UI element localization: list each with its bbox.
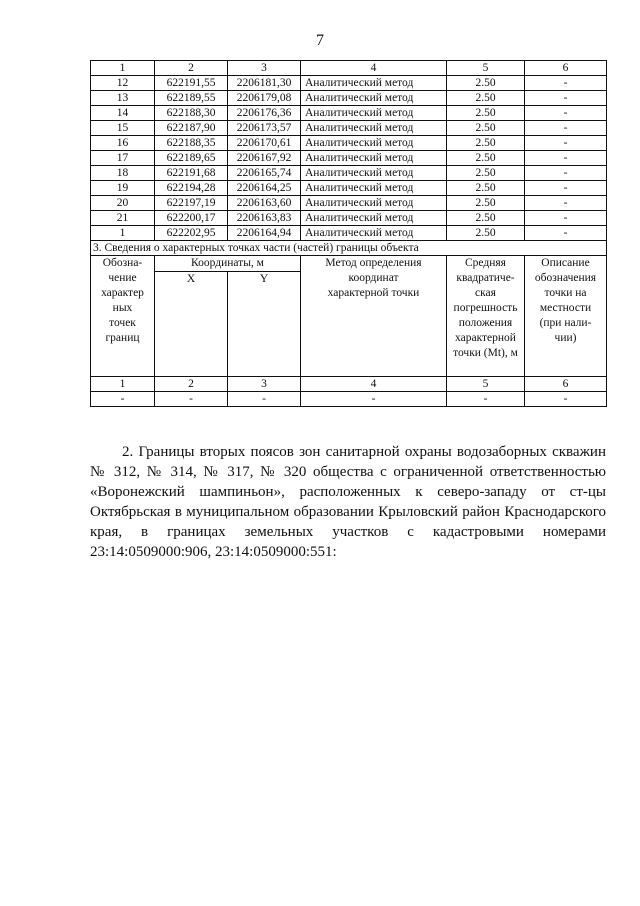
col-number: 5 (447, 61, 525, 76)
point-number-cell: 12 (91, 76, 155, 91)
col-number: 6 (525, 61, 607, 76)
coord-x-cell: 622191,68 (155, 166, 228, 181)
empty-cell: - (525, 392, 607, 407)
mean-error-cell: 2.50 (447, 181, 525, 196)
method-cell: Аналитический метод (301, 211, 447, 226)
coord-x-cell: 622200,17 (155, 211, 228, 226)
mean-error-cell: 2.50 (447, 121, 525, 136)
coord-x-cell: 622189,55 (155, 91, 228, 106)
description-cell: - (525, 121, 607, 136)
empty-cell: - (91, 392, 155, 407)
table-row (91, 136, 607, 151)
method-cell: Аналитический метод (301, 121, 447, 136)
coord-y-cell: 2206165,74 (228, 166, 301, 181)
coord-y-cell: 2206163,60 (228, 196, 301, 211)
col-number: 3 (228, 377, 301, 392)
column-number-row (91, 61, 607, 76)
description-cell: - (525, 211, 607, 226)
table-row (91, 151, 607, 166)
empty-cell: - (228, 392, 301, 407)
method-cell: Аналитический метод (301, 226, 447, 241)
header-point-designation: Обозна- чение характер ных точек границ (91, 256, 155, 377)
column-number-row-2 (91, 377, 607, 392)
col-number: 6 (525, 377, 607, 392)
table-row (91, 211, 607, 226)
table-row (91, 106, 607, 121)
empty-cell: - (155, 392, 228, 407)
coord-y-cell: 2206163,83 (228, 211, 301, 226)
method-cell: Аналитический метод (301, 91, 447, 106)
coord-y-cell: 2206167,92 (228, 151, 301, 166)
description-cell: - (525, 166, 607, 181)
col-number: 1 (91, 377, 155, 392)
method-cell: Аналитический метод (301, 181, 447, 196)
description-cell: - (525, 136, 607, 151)
table-row (91, 181, 607, 196)
mean-error-cell: 2.50 (447, 226, 525, 241)
table-row (91, 91, 607, 106)
method-cell: Аналитический метод (301, 136, 447, 151)
header-coordinates: Координаты, м (155, 256, 301, 272)
coord-x-cell: 622197,19 (155, 196, 228, 211)
section-2-paragraph (90, 442, 606, 562)
coord-y-cell: 2206170,61 (228, 136, 301, 151)
header-row-top (91, 256, 607, 272)
point-number-cell: 1 (91, 226, 155, 241)
coord-y-cell: 2206181,30 (228, 76, 301, 91)
header-method: Метод определения координат характерной точки (301, 256, 447, 377)
col-number: 2 (155, 377, 228, 392)
coord-x-cell: 622187,90 (155, 121, 228, 136)
empty-cell: - (301, 392, 447, 407)
empty-data-row (91, 392, 607, 407)
description-cell: - (525, 196, 607, 211)
header-x: X (155, 272, 228, 377)
page-number: 7 (316, 32, 324, 49)
col-number: 2 (155, 61, 228, 76)
coord-x-cell: 622188,30 (155, 106, 228, 121)
description-cell: - (525, 226, 607, 241)
table-row (91, 166, 607, 181)
header-y: Y (228, 272, 301, 377)
header-mean-error: Средняя квадратиче- ская погрешность положения характерной точки (Мt), м (447, 256, 525, 377)
method-cell: Аналитический метод (301, 106, 447, 121)
mean-error-cell: 2.50 (447, 166, 525, 181)
point-number-cell: 20 (91, 196, 155, 211)
col-number: 4 (301, 377, 447, 392)
coord-x-cell: 622202,95 (155, 226, 228, 241)
description-cell: - (525, 106, 607, 121)
section-3-title: 3. Сведения о характерных точках части (частей) границы объекта (91, 241, 607, 256)
point-number-cell: 18 (91, 166, 155, 181)
point-number-cell: 21 (91, 211, 155, 226)
mean-error-cell: 2.50 (447, 136, 525, 151)
coord-x-cell: 622188,35 (155, 136, 228, 151)
table-row (91, 226, 607, 241)
point-number-cell: 14 (91, 106, 155, 121)
coord-y-cell: 2206176,36 (228, 106, 301, 121)
coord-x-cell: 622191,55 (155, 76, 228, 91)
table-row (91, 121, 607, 136)
mean-error-cell: 2.50 (447, 151, 525, 166)
method-cell: Аналитический метод (301, 166, 447, 181)
coord-y-cell: 2206173,57 (228, 121, 301, 136)
empty-cell: - (447, 392, 525, 407)
boundary-points-table (90, 60, 606, 407)
paragraph-text: 2. Границы вторых поясов зон санитарной охраны водозаборных скважин № 312, № 314, № 317, № 320 общества с ограниченной ответственностью «Воронежский шампиньон», расположенных к северо-западу от ст-цы Октябрьская в муниципальном образовании Крыловский район Краснодарского края, в границах земельных участков с кадастровыми номерами 23:14:0509000:906, 23:14:0509000:551: (90, 444, 606, 560)
method-cell: Аналитический метод (301, 151, 447, 166)
table-row (91, 76, 607, 91)
mean-error-cell: 2.50 (447, 211, 525, 226)
table-row (91, 196, 607, 211)
col-number: 1 (91, 61, 155, 76)
point-number-cell: 15 (91, 121, 155, 136)
point-number-cell: 16 (91, 136, 155, 151)
col-number: 5 (447, 377, 525, 392)
description-cell: - (525, 91, 607, 106)
coord-y-cell: 2206164,94 (228, 226, 301, 241)
col-number: 4 (301, 61, 447, 76)
method-cell: Аналитический метод (301, 196, 447, 211)
mean-error-cell: 2.50 (447, 91, 525, 106)
mean-error-cell: 2.50 (447, 196, 525, 211)
coord-y-cell: 2206179,08 (228, 91, 301, 106)
description-cell: - (525, 181, 607, 196)
section-3-title-row (91, 241, 607, 256)
mean-error-cell: 2.50 (447, 106, 525, 121)
method-cell: Аналитический метод (301, 76, 447, 91)
header-description: Описание обозначения точки на местности (при нали- чии) (525, 256, 607, 377)
point-number-cell: 13 (91, 91, 155, 106)
coord-x-cell: 622189,65 (155, 151, 228, 166)
coord-x-cell: 622194,28 (155, 181, 228, 196)
point-number-cell: 19 (91, 181, 155, 196)
coord-y-cell: 2206164,25 (228, 181, 301, 196)
col-number: 3 (228, 61, 301, 76)
description-cell: - (525, 151, 607, 166)
description-cell: - (525, 76, 607, 91)
point-number-cell: 17 (91, 151, 155, 166)
mean-error-cell: 2.50 (447, 76, 525, 91)
